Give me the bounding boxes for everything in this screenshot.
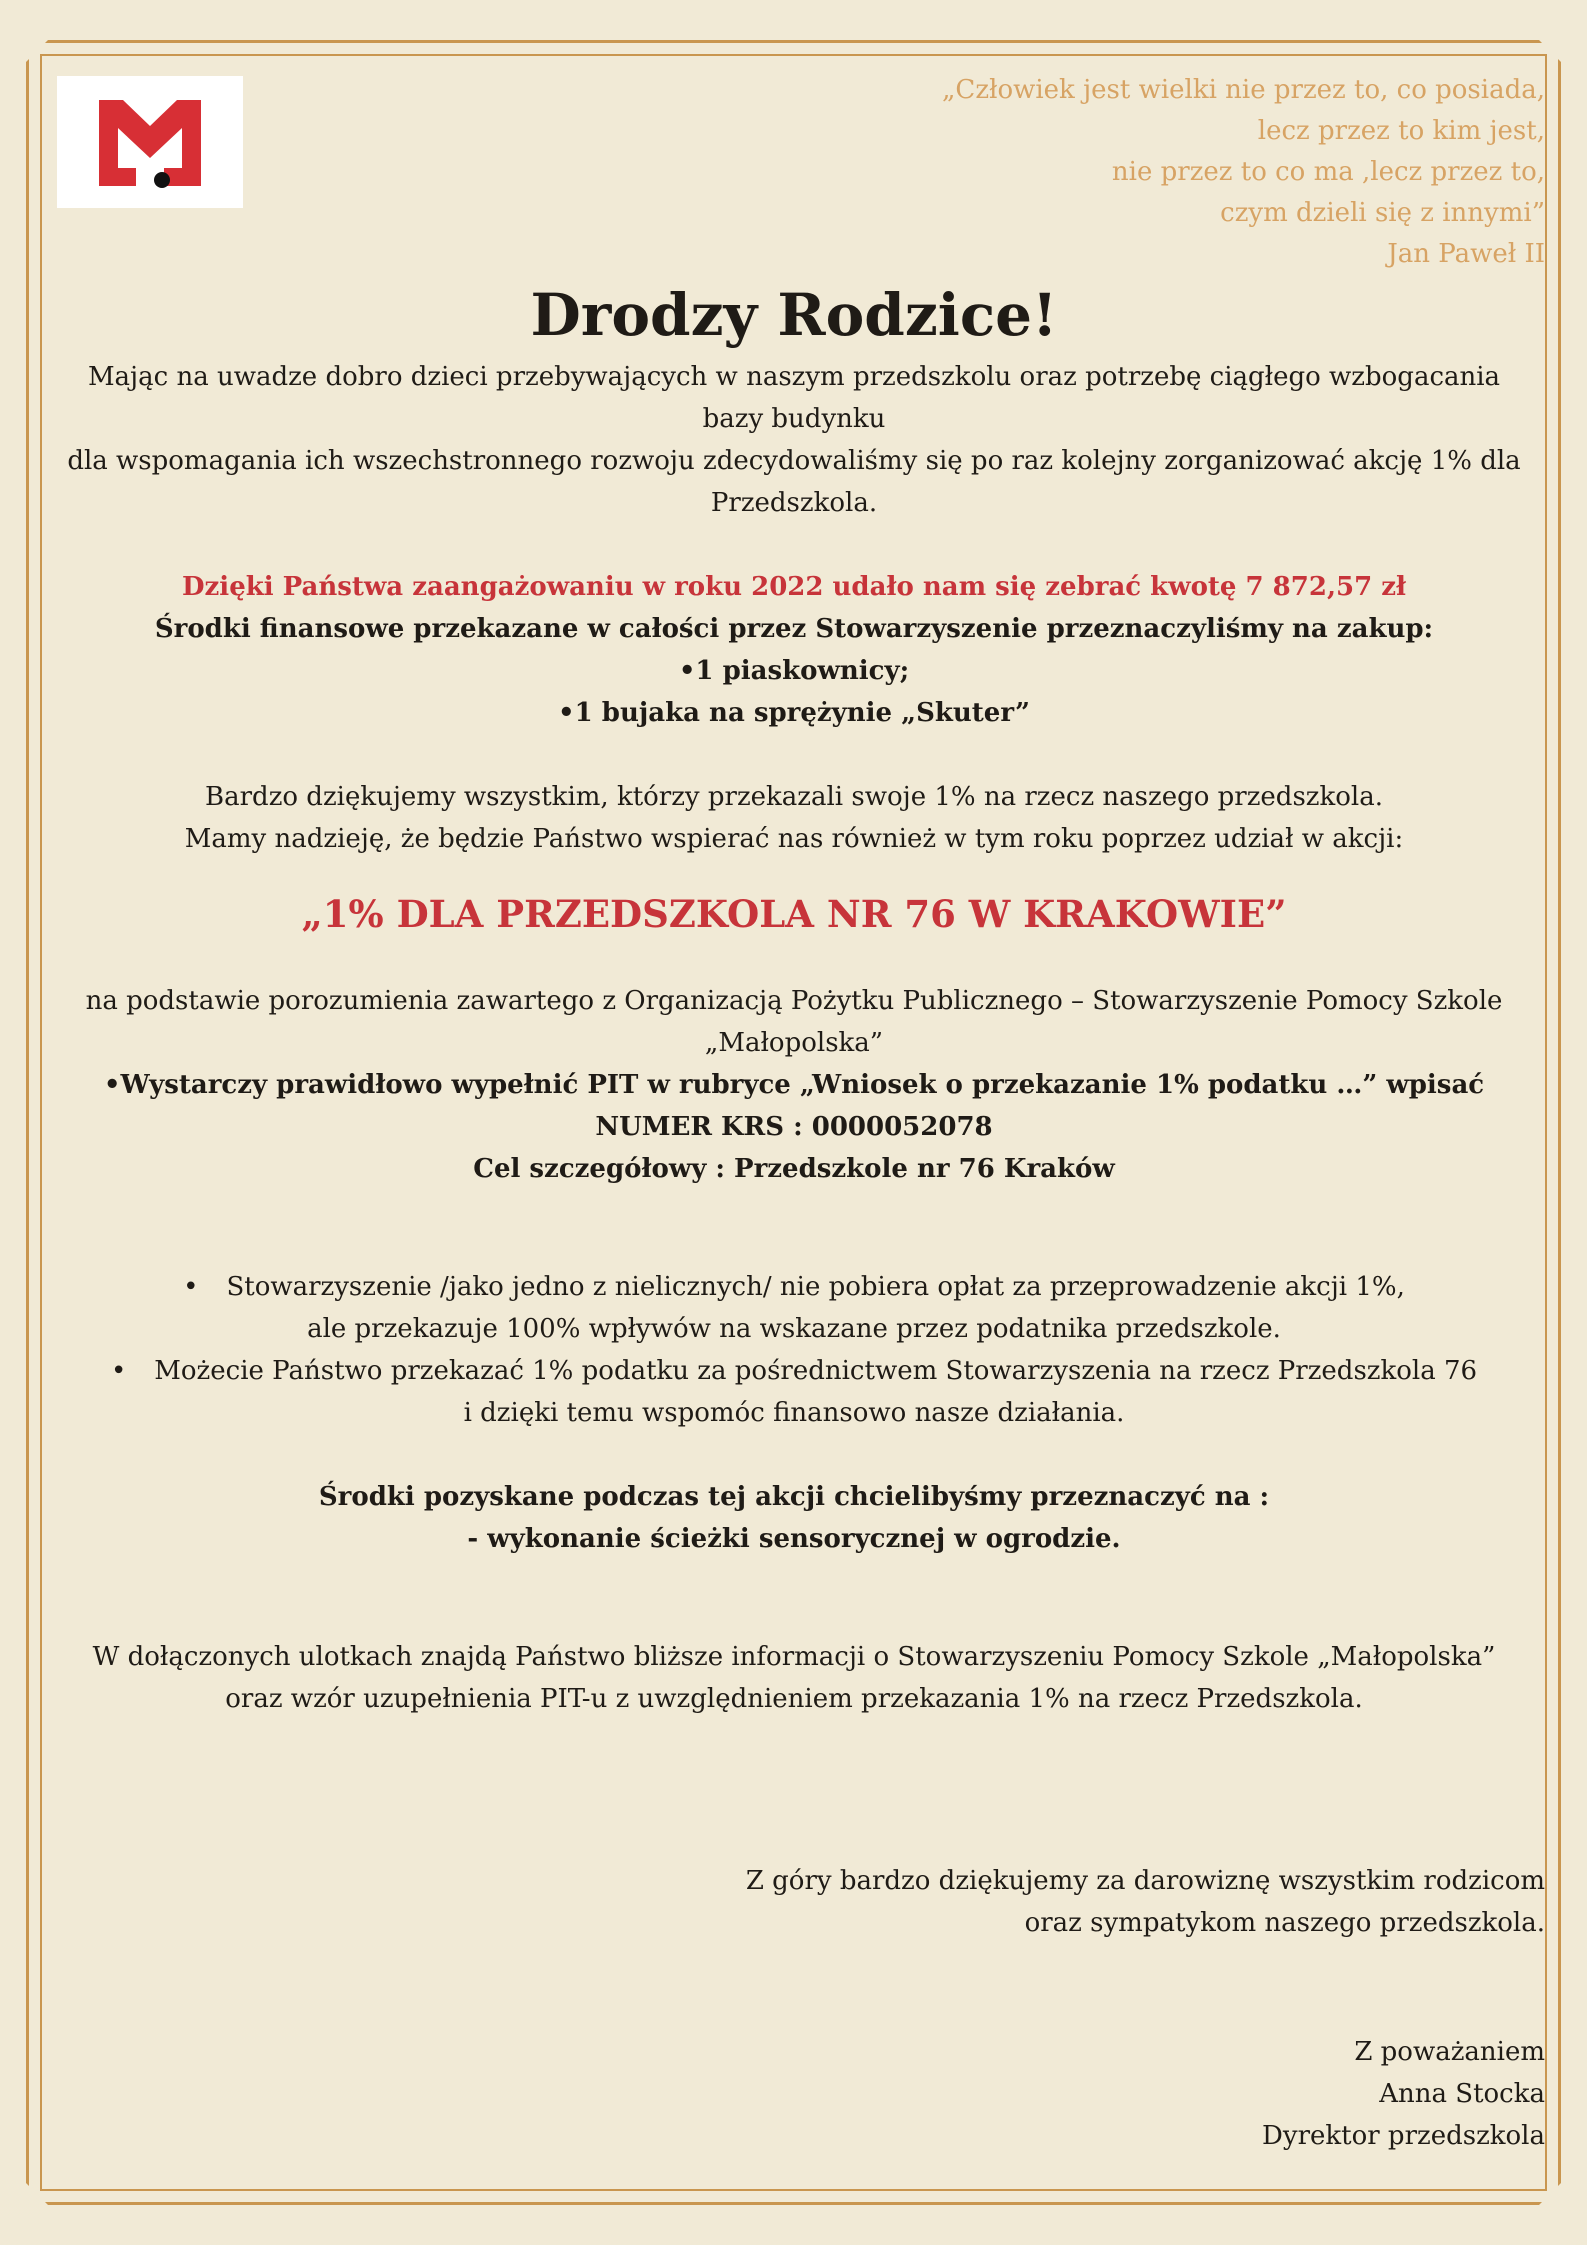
bullet-item xyxy=(56,1266,1532,1308)
bullet-text: i dzięki temu wspomóc finansowo nasze działania. xyxy=(463,1398,1125,1428)
quote-author: Jan Paweł II xyxy=(1387,239,1545,269)
agreement-line: na podstawie porozumienia zawartego z Organizacją Pożytku Publicznego – Stowarzyszenie Pomocy Szkole xyxy=(85,986,1503,1016)
agreement-line: „Małopolska” xyxy=(704,1028,884,1058)
leaflets-line: oraz wzór uzupełnienia PIT-u z uwzględnieniem przekazania 1% na rzecz Przedszkola. xyxy=(225,1684,1363,1714)
gratitude-line: Mamy nadzieję, że będzie Państwo wspierać nas również w tym roku poprzez udział w akcji: xyxy=(184,824,1404,854)
gratitude-line: Bardzo dziękujemy wszystkim, którzy przekazali swoje 1% na rzecz naszego przedszkola. xyxy=(205,782,1383,812)
bullet-text: Możecie Państwo przekazać 1% podatku za pośrednictwem Stowarzyszenia na rzecz Przedszkola 76 xyxy=(154,1356,1478,1386)
closing-block xyxy=(746,1860,1545,1944)
letter-body xyxy=(56,280,1532,1720)
quote-line: „Człowiek jest wielki nie przez to, co posiada, xyxy=(941,75,1545,105)
signature-role: Dyrektor przedszkola xyxy=(1262,2121,1545,2151)
bullet-dot: • xyxy=(183,1272,199,1302)
bullet-text: ale przekazuje 100% wpływów na wskazane przez podatnika przedszkole. xyxy=(307,1314,1281,1344)
signature-greeting: Z poważaniem xyxy=(1354,2037,1545,2067)
quote-block xyxy=(845,70,1545,275)
quote-line: lecz przez to kim jest, xyxy=(1257,116,1545,146)
thanks-2022: Dzięki Państwa zaangażowaniu w roku 2022 udało nam się zebrać kwotę 7 872,57 zł xyxy=(182,572,1406,602)
funds-spent: Środki finansowe przekazane w całości przez Stowarzyszenie przeznaczyliśmy na zakup: xyxy=(154,614,1434,644)
intro-line: dla wspomagania ich wszechstronnego rozwoju zdecydowaliśmy się po raz kolejny zorganizować akcję 1% dla Przedszkola. xyxy=(67,446,1521,518)
logo xyxy=(57,76,243,208)
closing-line: Z góry bardzo dziękujemy za darowiznę wszystkim rodzicom xyxy=(745,1866,1545,1896)
bullet-text: Stowarzyszenie /jako jedno z nielicznych/ nie pobiera opłat za przeprowadzenie akcji 1%, xyxy=(226,1272,1405,1302)
instruction: •Wystarczy prawidłowo wypełnić PIT w rubryce „Wniosek o przekazanie 1% podatku …” wpisać xyxy=(103,1070,1485,1100)
signature-name: Anna Stocka xyxy=(1379,2079,1545,2109)
page-title: Drodzy Rodzice! xyxy=(530,281,1058,349)
purchase-item: •1 bujaka na sprężynie „Skuter” xyxy=(558,698,1030,728)
bullet-item xyxy=(56,1350,1532,1392)
crown-m-logo-icon xyxy=(57,76,243,208)
bullet-dot: • xyxy=(110,1356,127,1386)
leaflets-line: W dołączonych ulotkach znajdą Państwo bliższe informacji o Stowarzyszeniu Pomocy Szkole „Małopolska” xyxy=(92,1642,1496,1672)
signature-block xyxy=(1262,2031,1545,2157)
purpose-title: Środki pozyskane podczas tej akcji chcielibyśmy przeznaczyć na : xyxy=(318,1482,1270,1512)
krs-number: NUMER KRS : 0000052078 xyxy=(595,1112,993,1142)
purpose-item: - wykonanie ścieżki sensorycznej w ogrodzie. xyxy=(467,1524,1121,1554)
quote-line: nie przez to co ma ,lecz przez to, xyxy=(1111,157,1545,187)
intro-line: Mając na uwadze dobro dzieci przebywających w naszym przedszkolu oraz potrzebę ciągłego wzbogacania bazy budynku xyxy=(87,362,1501,434)
target-detail: Cel szczegółowy : Przedszkole nr 76 Kraków xyxy=(473,1154,1115,1184)
quote-line: czym dzieli się z innymi” xyxy=(1220,198,1545,228)
campaign-title: „1% DLA PRZEDSZKOLA NR 76 W KRAKOWIE” xyxy=(301,892,1287,936)
closing-line: oraz sympatykom naszego przedszkola. xyxy=(1024,1908,1545,1938)
purchase-item: •1 piaskownicy; xyxy=(678,656,910,686)
